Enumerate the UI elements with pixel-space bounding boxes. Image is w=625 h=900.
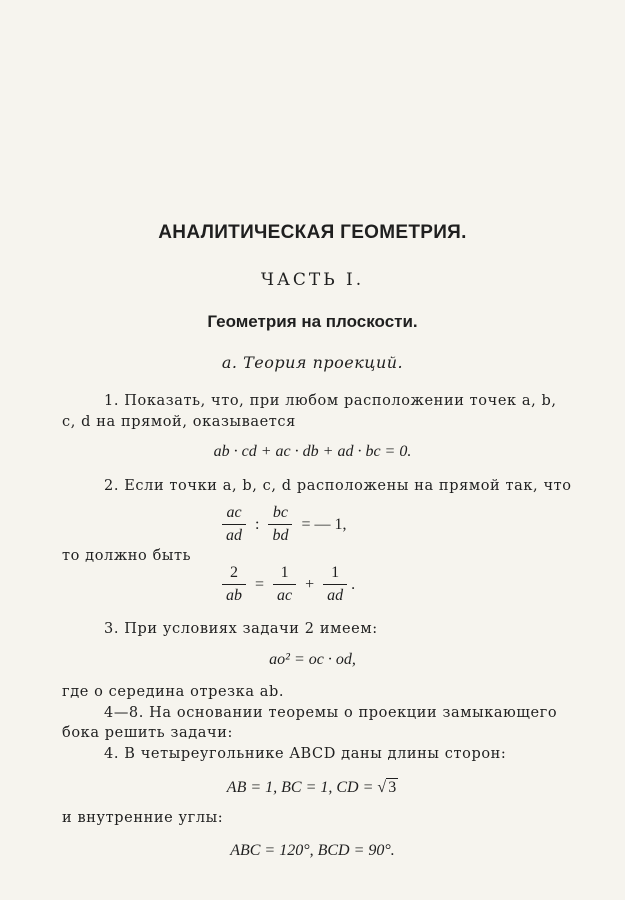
problem-4-line-1: 4. В четыреугольнике ABCD даны длины сторон:	[104, 746, 507, 762]
fraction-numerator: 1	[273, 564, 296, 585]
period: .	[351, 575, 356, 593]
sides-text: AB = 1, BC = 1, CD =	[226, 779, 378, 796]
equals-operator: =	[255, 575, 265, 593]
fraction	[222, 564, 246, 605]
fraction	[323, 564, 347, 605]
section-heading: a. Теория проекций.	[221, 353, 404, 372]
equation-rhs: = — 1,	[301, 515, 347, 533]
fraction-denominator: ac	[277, 587, 293, 604]
problem-2-condition	[222, 504, 351, 545]
problem-2-result	[222, 564, 360, 605]
problem-2-line-1: 2. Если точки a, b, c, d расположены на прямой так, что	[104, 478, 572, 494]
fraction	[222, 504, 246, 545]
fraction	[273, 564, 296, 605]
plus-operator: +	[305, 575, 315, 593]
square-root	[377, 778, 398, 797]
radicand: 3	[388, 779, 397, 796]
fraction-numerator: 2	[222, 564, 246, 585]
problems-4-8-line-2: бока решить задачи:	[62, 725, 233, 741]
part-heading: ЧАСТЬ I.	[260, 270, 365, 290]
colon-operator: :	[255, 515, 260, 533]
fraction	[268, 504, 292, 545]
problem-3-formula: ao² = oc · od,	[269, 651, 356, 668]
problem-1-line-2: c, d на прямой, оказывается	[62, 414, 296, 430]
problem-4-angles-formula: ABC = 120°, BCD = 90°.	[230, 842, 395, 859]
problem-4-sides-formula	[0, 778, 625, 797]
problem-3-line-1: 3. При условиях задачи 2 имеем:	[104, 621, 378, 637]
problem-4-line-2: и внутренние углы:	[62, 810, 224, 826]
problem-2-line-2: то должно быть	[62, 548, 192, 564]
problem-1-line-1: 1. Показать, что, при любом расположении точек a, b,	[104, 393, 557, 409]
problems-4-8-line-1: 4—8. На основании теоремы о проекции замыкающего	[104, 705, 558, 721]
fraction-numerator: 1	[323, 564, 347, 585]
page-title: АНАЛИТИЧЕСКАЯ ГЕОМЕТРИЯ.	[158, 222, 467, 243]
fraction-denominator: ab	[226, 587, 242, 604]
fraction-denominator: bd	[272, 527, 289, 544]
fraction-numerator: bc	[268, 504, 292, 525]
chapter-subtitle: Геометрия на плоскости.	[207, 312, 418, 331]
fraction-denominator: ad	[226, 527, 242, 544]
fraction-numerator: ac	[222, 504, 246, 525]
problem-3-line-2: где o середина отрезка ab.	[62, 684, 285, 700]
problem-1-formula: ab · cd + ac · db + ad · bc = 0.	[213, 443, 412, 460]
fraction-denominator: ad	[327, 587, 344, 604]
radical-sign: √	[377, 779, 387, 796]
